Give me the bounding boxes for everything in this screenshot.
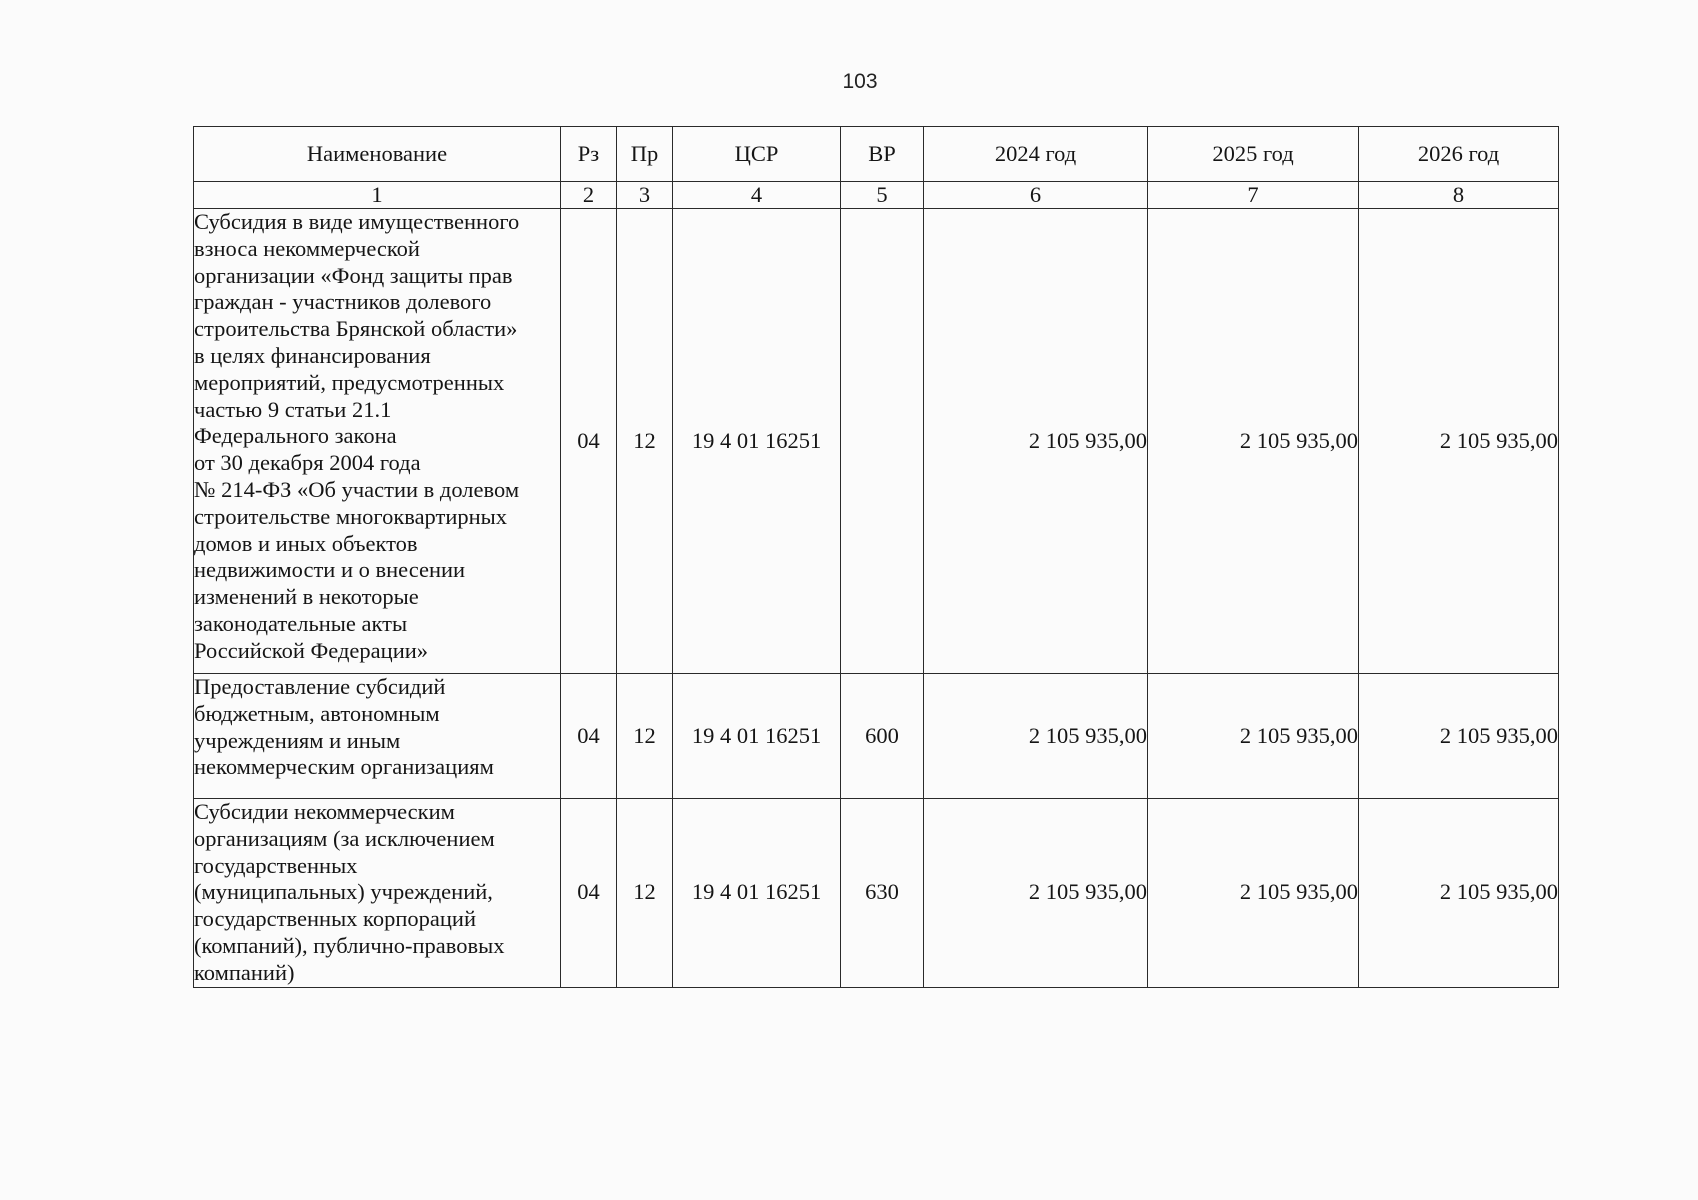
- row-name: Предоставление субсидий бюджетным, автономным учреждениям и иным некоммерческим организациям: [194, 674, 561, 799]
- row-csr: 19 4 01 16251: [673, 209, 841, 674]
- row-rz: 04: [561, 209, 617, 674]
- row-amount-2025: 2 105 935,00: [1148, 209, 1359, 674]
- column-number: 3: [617, 182, 673, 209]
- row-amount-2026: 2 105 935,00: [1359, 799, 1559, 988]
- row-amount-2025: 2 105 935,00: [1148, 674, 1359, 799]
- row-name: Субсидии некоммерческим организациям (за исключением государственных (муниципальных) учреждений, государственных корпораций (компаний), публично-правовых компаний): [194, 799, 561, 988]
- row-pr: 12: [617, 799, 673, 988]
- row-amount-2024: 2 105 935,00: [924, 209, 1148, 674]
- row-amount-2024: 2 105 935,00: [924, 674, 1148, 799]
- row-amount-2024: 2 105 935,00: [924, 799, 1148, 988]
- header-csr: ЦСР: [673, 127, 841, 182]
- row-amount-2026: 2 105 935,00: [1359, 209, 1559, 674]
- column-number-row: [194, 182, 1559, 209]
- table-row: [194, 799, 1559, 988]
- page-number: 103: [842, 70, 878, 93]
- row-vr: [841, 209, 924, 674]
- row-vr: 600: [841, 674, 924, 799]
- column-number: 6: [924, 182, 1148, 209]
- table-row: [194, 674, 1559, 799]
- header-pr: Пр: [617, 127, 673, 182]
- column-number: 7: [1148, 182, 1359, 209]
- table-header-row: [194, 127, 1559, 182]
- row-csr: 19 4 01 16251: [673, 674, 841, 799]
- column-number: 2: [561, 182, 617, 209]
- row-rz: 04: [561, 674, 617, 799]
- header-vr: ВР: [841, 127, 924, 182]
- table-row: [194, 209, 1559, 674]
- row-amount-2026: 2 105 935,00: [1359, 674, 1559, 799]
- row-vr: 630: [841, 799, 924, 988]
- header-rz: Рз: [561, 127, 617, 182]
- column-number: 8: [1359, 182, 1559, 209]
- header-name: Наименование: [194, 127, 561, 182]
- budget-table: [193, 126, 1559, 988]
- row-pr: 12: [617, 674, 673, 799]
- column-number: 4: [673, 182, 841, 209]
- header-2024: 2024 год: [924, 127, 1148, 182]
- row-amount-2025: 2 105 935,00: [1148, 799, 1359, 988]
- row-pr: 12: [617, 209, 673, 674]
- column-number: 1: [194, 182, 561, 209]
- header-2025: 2025 год: [1148, 127, 1359, 182]
- header-2026: 2026 год: [1359, 127, 1559, 182]
- row-csr: 19 4 01 16251: [673, 799, 841, 988]
- row-name: Субсидия в виде имущественного взноса некоммерческой организации «Фонд защиты прав граждан - участников долевого строительства Брянской области» в целях финансирования мероприятий, предусмотренных частью 9 статьи 21.1 Федерального закона от 30 декабря 2004 года № 214-ФЗ «Об участии в долевом строительстве многоквартирных домов и иных объектов недвижимости и о внесении изменений в некоторые законодательные акты Российской Федерации»: [194, 209, 561, 674]
- column-number: 5: [841, 182, 924, 209]
- row-rz: 04: [561, 799, 617, 988]
